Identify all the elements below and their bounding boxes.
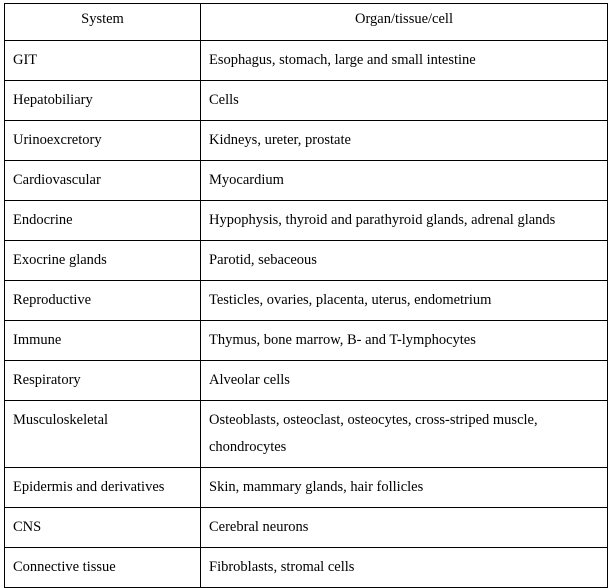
table-row <box>5 281 608 321</box>
organ-cell: Skin, mammary glands, hair follicles <box>201 468 608 508</box>
system-cell: Exocrine glands <box>5 241 201 281</box>
table-row <box>5 121 608 161</box>
organ-cell: Esophagus, stomach, large and small intestine <box>201 41 608 81</box>
organ-cell: Parotid, sebaceous <box>201 241 608 281</box>
table-row <box>5 241 608 281</box>
organ-cell: Kidneys, ureter, prostate <box>201 121 608 161</box>
system-organ-table <box>4 3 608 588</box>
organ-cell: Cerebral neurons <box>201 508 608 548</box>
system-cell: Immune <box>5 321 201 361</box>
system-cell: Epidermis and derivatives <box>5 468 201 508</box>
organ-cell: Thymus, bone marrow, B- and T-lymphocytes <box>201 321 608 361</box>
system-cell: Hepatobiliary <box>5 81 201 121</box>
table-row <box>5 321 608 361</box>
organ-cell: Fibroblasts, stromal cells <box>201 548 608 588</box>
system-cell: Endocrine <box>5 201 201 241</box>
organ-cell: Myocardium <box>201 161 608 201</box>
organ-cell: Alveolar cells <box>201 361 608 401</box>
header-organ: Organ/tissue/cell <box>201 4 608 41</box>
header-row <box>5 4 608 41</box>
system-cell: Reproductive <box>5 281 201 321</box>
table-row <box>5 548 608 588</box>
table-row <box>5 41 608 81</box>
organ-cell: Testicles, ovaries, placenta, uterus, endometrium <box>201 281 608 321</box>
system-cell: GIT <box>5 41 201 81</box>
table-row <box>5 468 608 508</box>
table-row <box>5 161 608 201</box>
table-container <box>4 3 608 588</box>
system-cell: Cardiovascular <box>5 161 201 201</box>
table-row <box>5 401 608 468</box>
system-cell: Respiratory <box>5 361 201 401</box>
table-row <box>5 201 608 241</box>
organ-cell: Cells <box>201 81 608 121</box>
system-cell: CNS <box>5 508 201 548</box>
table-row <box>5 508 608 548</box>
header-system: System <box>5 4 201 41</box>
system-cell: Musculoskeletal <box>5 401 201 468</box>
system-cell: Connective tissue <box>5 548 201 588</box>
organ-cell: Osteoblasts, osteoclast, osteocytes, cross-striped muscle, chondrocytes <box>201 401 608 468</box>
table-row <box>5 361 608 401</box>
organ-cell: Hypophysis, thyroid and parathyroid glands, adrenal glands <box>201 201 608 241</box>
system-cell: Urinoexcretory <box>5 121 201 161</box>
table-row <box>5 81 608 121</box>
